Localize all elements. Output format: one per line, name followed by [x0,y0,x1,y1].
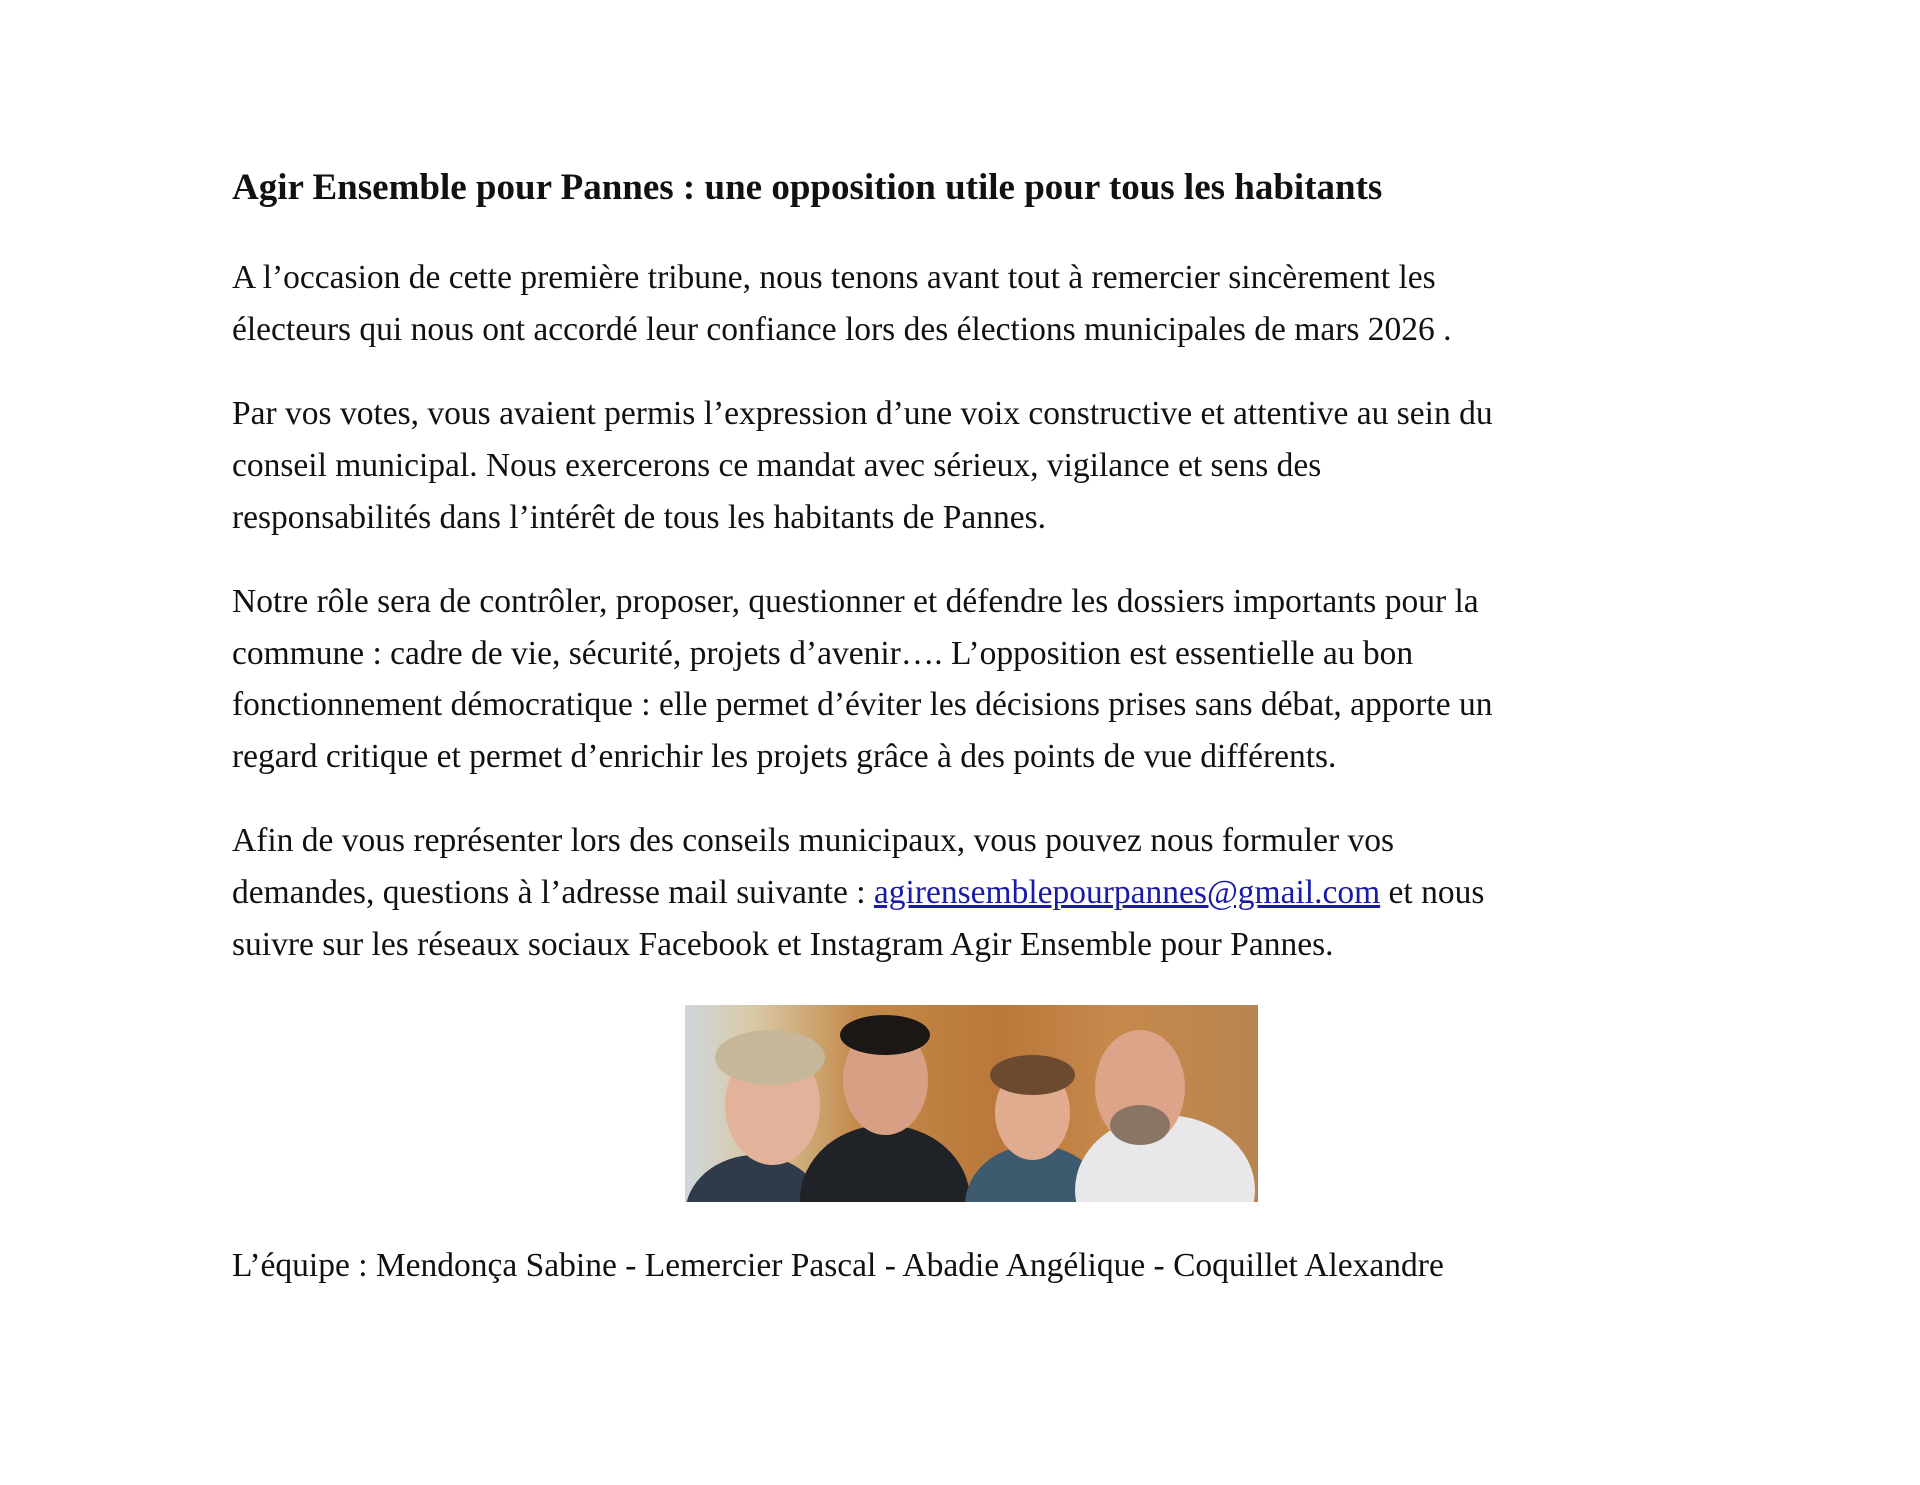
text-segment: et nous [1380,874,1485,911]
text-line: électeurs qui nous ont accordé leur confiance lors des élections municipales de mars 2026 . [232,311,1452,348]
text-line: fonctionnement démocratique : elle permet d’éviter les décisions prises sans débat, apporte un [232,686,1493,723]
text-line: Notre rôle sera de contrôler, proposer, questionner et défendre les dossiers importants pour la [232,583,1479,620]
text-line: suivre sur les réseaux sociaux Facebook et Instagram Agir Ensemble pour Pannes. [232,926,1334,963]
text-line: conseil municipal. Nous exercerons ce mandat avec sérieux, vigilance et sens des [232,447,1322,484]
text-line: commune : cadre de vie, sécurité, projets d’avenir…. L’opposition est essentielle au bon [232,635,1414,672]
text-line: regard critique et permet d’enrichir les projets grâce à des points de vue différents. [232,738,1337,775]
text-line: Afin de vous représenter lors des conseils municipaux, vous pouvez nous formuler vos [232,822,1395,859]
text-segment: demandes, questions à l’adresse mail suivante : [232,874,874,911]
team-names: L’équipe : Mendonça Sabine - Lemercier Pascal - Abadie Angélique - Coquillet Alexandre [232,1247,1444,1284]
email-link[interactable]: agirensemblepourpannes@gmail.com [873,874,1381,911]
page-title: Agir Ensemble pour Pannes : une opposition utile pour tous les habitants [232,167,1383,208]
text-line [232,873,1484,913]
team-photo [685,1005,1258,1202]
text-line: responsabilités dans l’intérêt de tous les habitants de Pannes. [232,499,1047,536]
text-line: Par vos votes, vous avaient permis l’expression d’une voix constructive et attentive au sein du [232,395,1493,432]
text-line: A l’occasion de cette première tribune, nous tenons avant tout à remercier sincèrement les [232,259,1436,296]
